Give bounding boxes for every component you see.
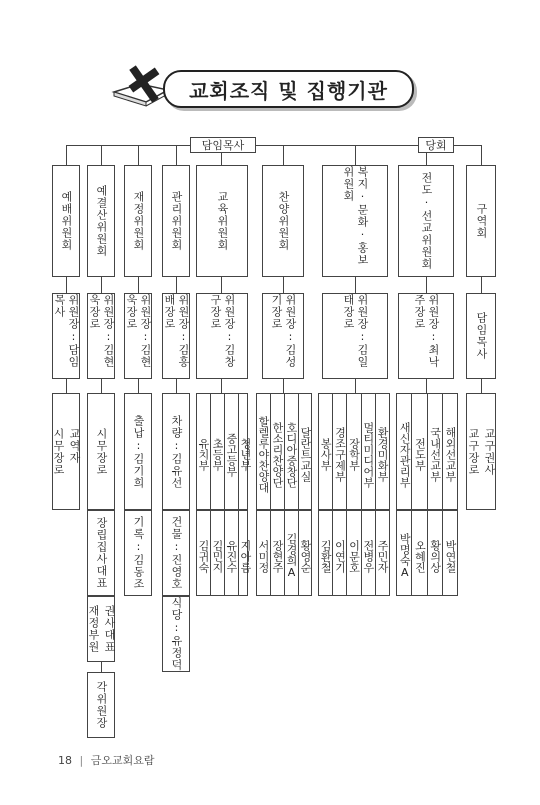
- committee-worship-label: 예배위원회: [60, 191, 73, 251]
- committee-praise-label: 찬양위원회: [277, 191, 290, 251]
- committee-welfare-label: 복지·문화·홍보위원회: [342, 166, 369, 266]
- dept-text: 청년부: [238, 394, 252, 509]
- chair-mission-label: 위원장:최낙주장로: [413, 294, 440, 368]
- sub-budget-3: [87, 672, 115, 738]
- dept-text: 유치부: [197, 438, 210, 471]
- committee-finance: [124, 165, 152, 277]
- chair-worship-label: 위원장:담임목사: [53, 294, 80, 368]
- senior-pastor-label: 담임목사: [201, 139, 245, 152]
- dept-text: 전도부: [411, 394, 426, 509]
- chair-finance: [124, 293, 152, 379]
- sub-text: 권사대표: [103, 605, 116, 653]
- lead-text: 유진수: [224, 511, 238, 595]
- sub-finance-1: [124, 510, 152, 596]
- committee-welfare: [322, 165, 388, 277]
- depts-mission: [396, 393, 458, 510]
- committee-mission: [398, 165, 454, 277]
- chair-management-label: 위원장:김흥배장로: [163, 294, 190, 368]
- sub-text: 기록:김동조: [132, 516, 145, 590]
- footer: [58, 752, 154, 768]
- members-finance: [124, 393, 152, 510]
- member-text: 시무장로: [95, 427, 108, 476]
- dept-text: 봉사부: [319, 438, 333, 471]
- members-management: [162, 393, 190, 510]
- member-text: 교구권사: [483, 427, 496, 476]
- lead-text: 지아름: [238, 511, 252, 595]
- dept-text: 장학부: [346, 394, 360, 509]
- lead-text: 김환철: [319, 539, 333, 573]
- dept-text: 환경미화부: [375, 394, 389, 509]
- chair-district: [466, 293, 496, 379]
- sub-text: 장립집사대표: [95, 517, 108, 589]
- lead-text: 오혜진: [411, 511, 426, 595]
- dept-text: 중고등부: [224, 394, 238, 509]
- chair-education-label: 위원장:김창구장로: [209, 294, 236, 368]
- sub-text: 건물:진영호: [170, 516, 183, 590]
- committee-budget: [87, 165, 115, 277]
- members-budget: [87, 393, 115, 510]
- dept-text: 초등부: [210, 394, 224, 509]
- chair-budget: [87, 293, 115, 379]
- dept-text: 할렐루야찬양대: [257, 416, 270, 493]
- committee-management: [162, 165, 190, 277]
- chair-praise: [262, 293, 304, 379]
- lead-text: 주민자: [375, 511, 389, 595]
- lead-text: 박연철: [442, 511, 457, 595]
- book-title: 금오교회요람: [90, 754, 155, 767]
- sub-budget-2: [87, 596, 115, 662]
- footer-divider: |: [79, 754, 84, 767]
- lead-text: 장현주: [270, 511, 284, 595]
- member-text: 출납:김기희: [132, 414, 145, 489]
- member-text: 교역자: [68, 427, 81, 464]
- lead-text: 이연기: [332, 511, 346, 595]
- lead-text: 황영순: [298, 511, 312, 595]
- committee-worship: [52, 165, 80, 277]
- chair-finance-label: 위원장:김현욱장로: [125, 294, 152, 368]
- lead-text: 김귀숙: [197, 539, 210, 573]
- dept-text: 해외선교부: [442, 394, 457, 509]
- senior-pastor-box: [190, 137, 256, 153]
- chair-district-label: 담임목사: [475, 312, 488, 360]
- page-number: 18: [58, 754, 72, 767]
- page-title-box: [163, 70, 414, 108]
- sub-management-2: [162, 596, 190, 672]
- members-worship: [52, 393, 80, 510]
- lead-text: 김경희A: [284, 511, 298, 595]
- lead-text: 서미정: [257, 539, 270, 573]
- sub-text: 식당:유정덕: [170, 597, 183, 671]
- leads-mission: [396, 510, 458, 596]
- member-text: 교구장로: [467, 427, 480, 476]
- chair-management: [162, 293, 190, 379]
- chair-welfare-label: 위원장:김일태장로: [342, 294, 369, 368]
- committee-district-label: 구역회: [475, 203, 488, 239]
- dept-text: 국내선교부: [427, 394, 442, 509]
- member-text: 시무장로: [52, 427, 65, 476]
- chair-education: [196, 293, 248, 379]
- chair-welfare: [322, 293, 388, 379]
- dept-text: 멀티미디어부: [361, 394, 375, 509]
- depts-education: [196, 393, 252, 510]
- depts-praise: [256, 393, 312, 510]
- member-text: 차량:김유선: [170, 414, 183, 489]
- members-district: [466, 393, 496, 510]
- lead-text: 박명숙A: [398, 533, 412, 579]
- page-title: 교회조직 및 집행기관: [189, 78, 388, 103]
- chair-worship: [52, 293, 80, 379]
- dept-text: 경조구제부: [332, 394, 346, 509]
- sub-text: 재정부원: [87, 605, 100, 653]
- committee-budget-label: 예결산위원회: [95, 185, 108, 257]
- lead-text: 김민지: [210, 511, 224, 595]
- session-box: [418, 137, 454, 153]
- committee-management-label: 관리위원회: [170, 191, 183, 251]
- sub-budget-1: [87, 510, 115, 596]
- chair-mission: [398, 293, 454, 379]
- session-label: 당회: [425, 139, 447, 152]
- leads-education: [196, 510, 252, 596]
- committee-district: [466, 165, 496, 277]
- dept-text: 달란트교실: [298, 394, 312, 509]
- leads-praise: [256, 510, 312, 596]
- dept-text: 호디아중창단: [284, 394, 298, 509]
- chair-praise-label: 위원장:김성기장로: [270, 294, 297, 368]
- leads-welfare: [318, 510, 390, 596]
- depts-welfare: [318, 393, 390, 510]
- committee-praise: [262, 165, 304, 277]
- committee-mission-label: 전도·선교위원회: [420, 172, 433, 270]
- chair-budget-label: 위원장:김현욱장로: [88, 294, 115, 368]
- committee-education: [196, 165, 248, 277]
- lead-text: 황의상: [427, 511, 442, 595]
- sub-management-1: [162, 510, 190, 596]
- dept-text: 한소리찬양단: [270, 394, 284, 509]
- committee-finance-label: 재정위원회: [132, 191, 145, 251]
- lead-text: 전병우: [361, 511, 375, 595]
- dept-text: 새신자관리부: [398, 421, 412, 488]
- sub-text: 각위원장: [95, 681, 108, 729]
- lead-text: 이문호: [346, 511, 360, 595]
- committee-education-label: 교육위원회: [216, 191, 229, 251]
